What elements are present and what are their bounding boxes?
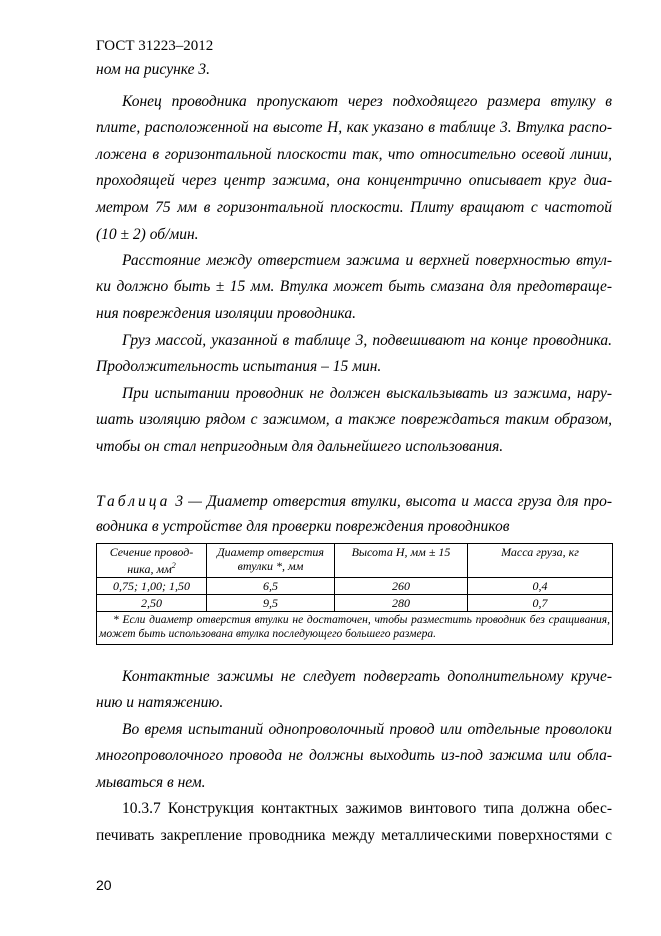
header-text: втулки *, мм bbox=[237, 559, 304, 573]
table-cell: 2,50 bbox=[97, 595, 207, 612]
header-text: ника, мм bbox=[127, 562, 172, 576]
header-text: Диаметр отверстия bbox=[217, 545, 324, 559]
paragraph-line: При испытании проводник не должен выскальзывать из зажима, нару- bbox=[122, 385, 612, 402]
paragraph-line: Конец проводника пропускают через подходящего размера втулку в bbox=[122, 93, 612, 110]
paragraph-line: 10.3.7 Конструкция контактных зажимов винтового типа должна обес- bbox=[122, 800, 612, 817]
paragraph-line: ки должно быть ± 15 мм. Втулка может быть смазана для предотвраще- bbox=[96, 278, 612, 295]
paragraph-line: Контактные зажимы не следует подвергать дополнительному круче- bbox=[122, 668, 612, 685]
page-number: 20 bbox=[96, 877, 112, 893]
text-line: ном на рисунке 3. bbox=[96, 61, 211, 78]
table-caption-label: Таблица bbox=[96, 493, 171, 510]
table-caption-text: 3 — Диаметр отверстия втулки, высота и масса груза для про- bbox=[175, 493, 612, 510]
paragraph-line: (10 ± 2) об/мин. bbox=[96, 226, 199, 243]
paragraph-line: Расстояние между отверстием зажима и верхней поверхностью втул- bbox=[122, 252, 612, 269]
header-cell-height: Высота H, мм ± 15 bbox=[335, 544, 468, 578]
paragraph-line: чтобы он стал непригодным для дальнейшего использования. bbox=[96, 438, 504, 455]
header-cell-diameter bbox=[207, 544, 335, 578]
paragraph-line: ния повреждения изоляции проводника. bbox=[96, 305, 356, 322]
table-3 bbox=[96, 543, 613, 645]
table-cell: 0,75; 1,00; 1,50 bbox=[97, 578, 207, 595]
table-caption-line: водника в устройстве для проверки повреждения проводников bbox=[96, 518, 510, 535]
table-cell: 280 bbox=[335, 595, 468, 612]
paragraph-line: нию и натяжению. bbox=[96, 694, 224, 711]
table-row bbox=[97, 578, 613, 595]
table-footnote: * Если диаметр отверстия втулки не достаточен, чтобы разместить проводник без сращивания, может быть использована втулка последующего большего размера. bbox=[97, 612, 613, 645]
table-cell: 260 bbox=[335, 578, 468, 595]
table-note-row bbox=[97, 612, 613, 645]
document-header: ГОСТ 31223–2012 bbox=[96, 38, 214, 54]
table-caption-line bbox=[96, 492, 612, 512]
table-cell: 0,7 bbox=[468, 595, 613, 612]
header-cell-mass: Масса груза, кг bbox=[468, 544, 613, 578]
paragraph-line: многопроволочного провода не должны выходить из-под зажима или обла- bbox=[96, 747, 612, 764]
table-row bbox=[97, 595, 613, 612]
header-text: Сечение провод- bbox=[109, 545, 194, 559]
paragraph-line: печивать закрепление проводника между металлическими поверхностями с bbox=[96, 827, 612, 844]
paragraph-line: проходящей через центр зажима, она концентрично описывает круг диа- bbox=[96, 172, 612, 189]
paragraph-line: мываться в нем. bbox=[96, 774, 206, 791]
paragraph-line: Груз массой, указанной в таблице 3, подвешивают на конце проводника. bbox=[122, 332, 612, 349]
paragraph-line: метром 75 мм в горизонтальной плоскости. Плиту вращают с частотой bbox=[96, 199, 612, 216]
header-cell-section bbox=[97, 544, 207, 578]
superscript: 2 bbox=[171, 561, 176, 570]
table-cell: 9,5 bbox=[207, 595, 335, 612]
paragraph-line: Продолжительность испытания – 15 мин. bbox=[96, 358, 382, 375]
table-cell: 6,5 bbox=[207, 578, 335, 595]
paragraph-line: шать изоляцию рядом с зажимом, а также повреждаться таким образом, bbox=[96, 411, 612, 428]
paragraph-line: плите, расположенной на высоте H, как указано в таблице 3. Втулка распо- bbox=[96, 119, 612, 136]
table-cell: 0,4 bbox=[468, 578, 613, 595]
paragraph-line: Во время испытаний однопроволочный провод или отдельные проволоки bbox=[122, 721, 612, 738]
paragraph-line: ложена в горизонтальной плоскости так, что относительно осевой линии, bbox=[96, 146, 612, 163]
table-header-row bbox=[97, 544, 613, 578]
